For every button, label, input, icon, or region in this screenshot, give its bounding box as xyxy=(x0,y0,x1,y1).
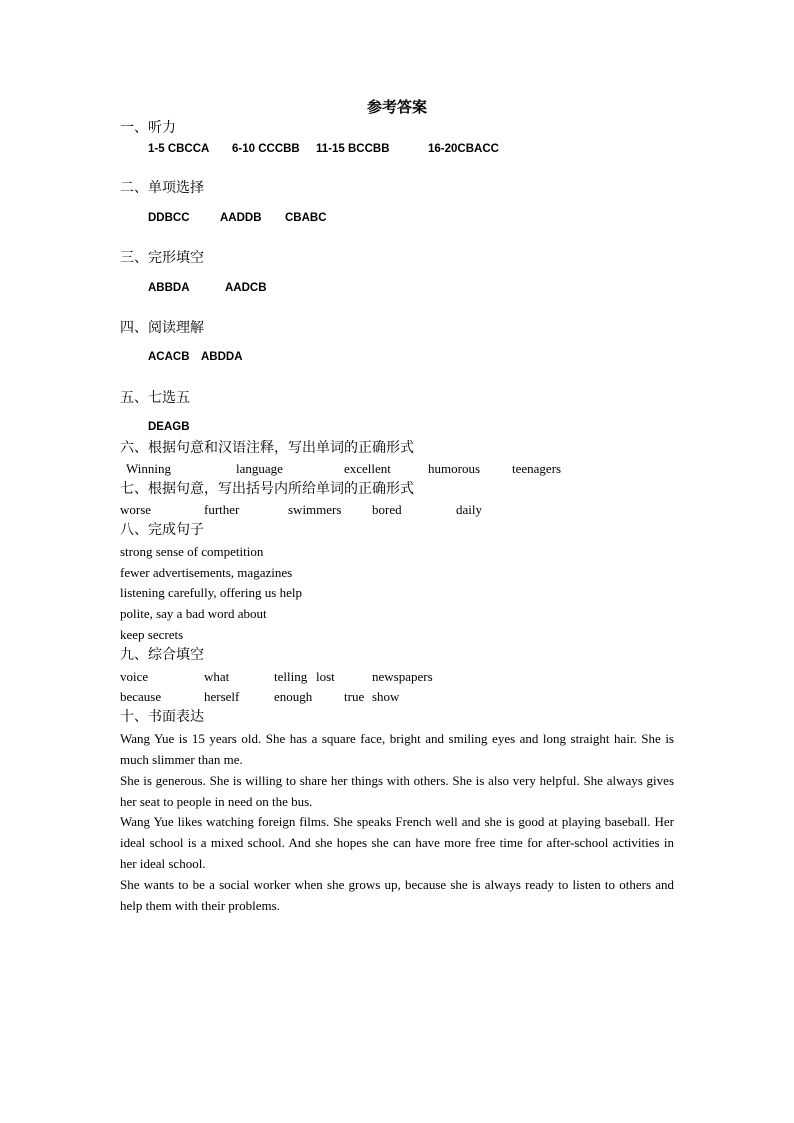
section-seven-choose-five-heading: 五、七选五 xyxy=(120,390,190,406)
answer-word: true xyxy=(344,689,365,704)
answer-word: worse xyxy=(120,502,152,517)
answer-word: show xyxy=(372,689,400,704)
answer-word: language xyxy=(236,461,283,476)
answer-group: DEAGB xyxy=(148,421,190,433)
answer-word: further xyxy=(204,502,240,517)
answer-word: excellent xyxy=(344,461,391,476)
answer-group: ACACB xyxy=(148,351,190,363)
answer-word: daily xyxy=(456,502,482,517)
section-reading-heading: 四、阅读理解 xyxy=(120,320,204,336)
answer-word: newspapers xyxy=(372,669,433,684)
section-bracket-word-heading: 七、根据句意，写出括号内所给单词的正确形式 xyxy=(120,481,414,497)
answer-word: lost xyxy=(316,669,335,684)
answer-group: AADDB xyxy=(220,212,262,224)
answer-line: fewer advertisements, magazines xyxy=(120,565,293,580)
answer-group: ABBDA xyxy=(148,282,190,294)
answer-line: strong sense of competition xyxy=(120,544,264,559)
section-listening-heading: 一、听力 xyxy=(120,120,176,136)
essay-paragraph: Wang Yue is 15 years old. She has a square face, bright and smiling eyes and long straight hair. She is much slimmer than me. xyxy=(120,731,674,767)
section-word-form-heading: 六、根据句意和汉语注释，写出单词的正确形式 xyxy=(120,440,414,456)
answer-group: ABDDA xyxy=(201,351,243,363)
answer-word: what xyxy=(204,669,230,684)
essay-paragraph: She is generous. She is willing to share her things with others. She is also very helpful. She always gives her seat to people in need on the bus. xyxy=(120,773,674,809)
answer-group: DDBCC xyxy=(148,212,190,224)
answer-group: 6-10 CCCBB xyxy=(232,143,300,155)
answer-word: herself xyxy=(204,689,240,704)
section-comprehensive-fill-heading: 九、综合填空 xyxy=(120,647,204,663)
section-single-choice-heading: 二、单项选择 xyxy=(120,180,204,196)
answer-word: teenagers xyxy=(512,461,562,476)
section-cloze-heading: 三、完形填空 xyxy=(120,250,204,266)
answer-group: CBABC xyxy=(285,212,327,224)
answer-group: 11-15 BCCBB xyxy=(316,143,390,155)
answer-word: humorous xyxy=(428,461,480,476)
essay-paragraph: She wants to be a social worker when she grows up, because she is always ready to listen to others and help them with their problems. xyxy=(120,877,674,913)
answer-group: AADCB xyxy=(225,282,267,294)
answer-line: listening carefully, offering us help xyxy=(120,585,302,600)
answer-group: 16-20CBACC xyxy=(428,143,499,155)
section-writing-heading: 十、书面表达 xyxy=(120,709,204,725)
answer-word: telling xyxy=(274,669,308,684)
answer-word: because xyxy=(120,689,162,704)
answer-word: enough xyxy=(274,689,313,704)
page-title: 参考答案 xyxy=(366,98,427,116)
answer-word: voice xyxy=(120,669,149,684)
essay-paragraph: Wang Yue likes watching foreign films. She speaks French well and she is good at playing baseball. Her ideal school is a mixed school. And she hopes she can have more free time for after-school activities in her ideal school. xyxy=(120,814,674,871)
answer-word: Winning xyxy=(126,461,171,476)
answer-word: swimmers xyxy=(288,502,342,517)
answer-group: 1-5 CBCCA xyxy=(148,143,210,155)
section-complete-sentences-heading: 八、完成句子 xyxy=(120,522,204,538)
answer-word: bored xyxy=(372,502,402,517)
answer-line: polite, say a bad word about xyxy=(120,606,267,621)
answer-line: keep secrets xyxy=(120,627,184,642)
